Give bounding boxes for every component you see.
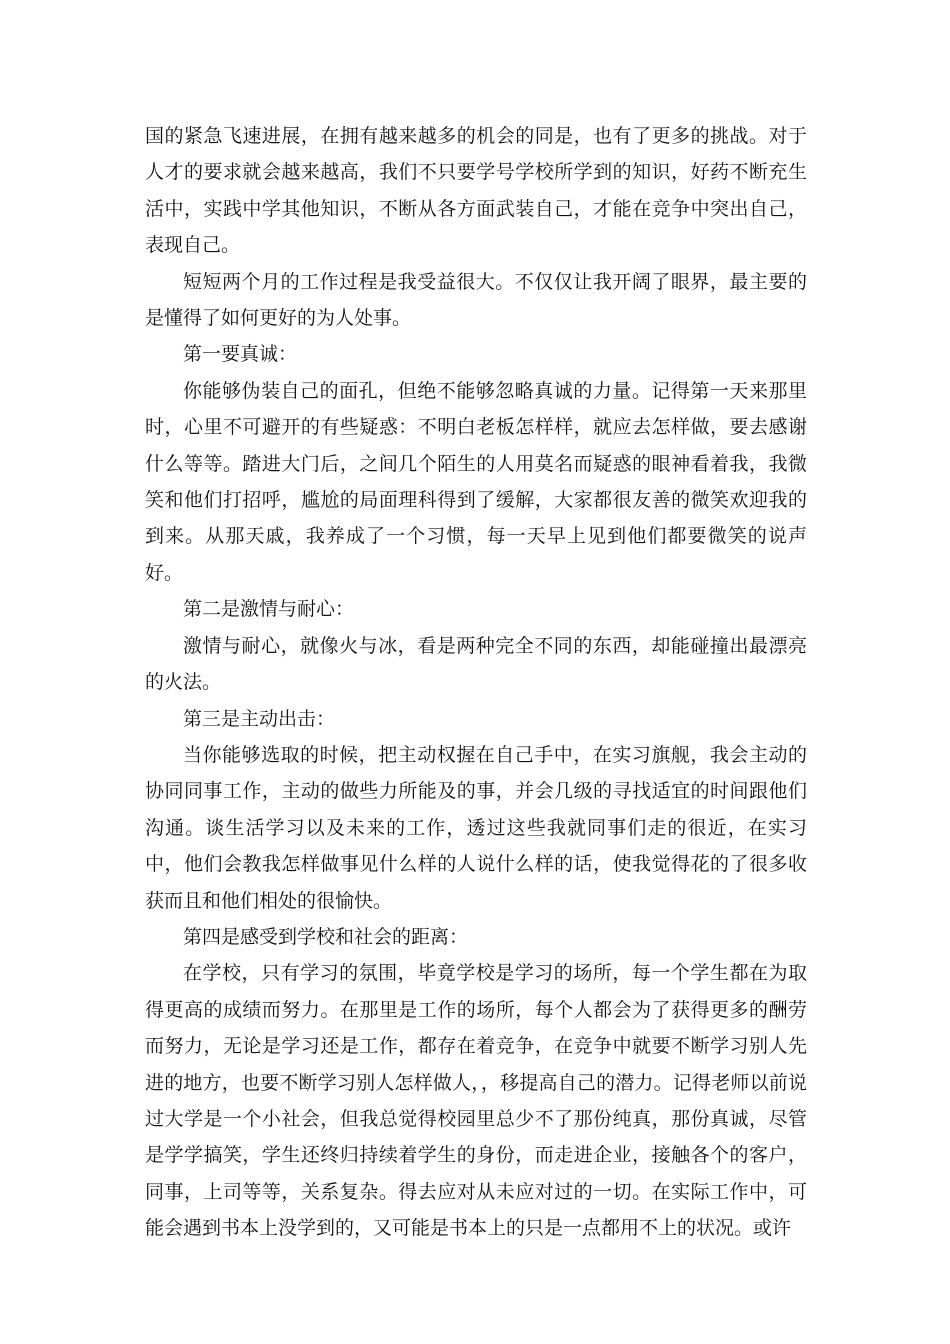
heading-school-society-gap: 第四是感受到学校和社会的距离：	[183, 925, 469, 948]
paragraph-sincerity: 你能够伪装自己的面孔，但绝不能够忽略真诚的力量。记得第一天来那里时，心里不可避开的有些疑惑：不明白老板怎样样，就应去怎样做，要去感谢什么等等。踏进大门后，之间几个陌生的人用莫名而疑惑的眼神看着我，我微笑和他们打招呼，尴尬的局面理科得到了缓解，大家都很友善的微笑欢迎我的到来。从那天戚，我养成了一个习惯，每一天早上见到他们都要微笑的说声好。	[145, 379, 807, 584]
paragraph-school-society-gap: 在学校，只有学习的氛围，毕竟学校是学习的场所，每一个学生都在为取得更高的成绩而努力。在那里是工作的场所，每个人都会为了获得更多的酬劳而努力，无论是学习还是工作，都存在着竞争，在竞争中就要不断学习别人先进的地方，也要不断学习别人怎样做人，，移提高自己的潜力。记得老师以前说过大学是一个小社会，但我总觉得校园里总少不了那份纯真，那份真诚，尽管是学学搞笑，学生还终归持续着学生的身份，而走进企业，接触各个的客户，同事，上司等等，关系复杂。得去应对从未应对过的一切。在实际工作中，可能会遇到书本上没学到的，又可能是书本上的只是一点都用不上的状况。或许	[145, 962, 807, 1240]
paragraph-initiative: 当你能够选取的时候，把主动权握在自己手中，在实习旗舰，我会主动的协同同事工作，主动的做些力所能及的事，并会几级的寻找适宜的时间跟他们沟通。谈生活学习以及未来的工作，透过这些我就同事们走的很近，在实习中，他们会教我怎样做事见什么样的人说什么样的话，使我觉得花的了很多收获而且和他们相处的很愉快。	[145, 743, 807, 912]
paragraph-continuation: 国的紧急飞速进展，在拥有越来越多的机会的同是，也有了更多的挑战。对于人才的要求就会越来越高，我们不只要学号学校所学到的知识，好药不断充生活中，实践中学其他知识，不断从各方面武装自己，才能在竞争中突出自己，表现自己。	[145, 125, 807, 257]
paragraph-passion-patience: 激情与耐心，就像火与冰，看是两种完全不同的东西，却能碰撞出最漂亮的火法。	[145, 634, 807, 694]
paragraph-intro: 短短两个月的工作过程是我受益很大。不仅仅让我开阔了眼界，最主要的是懂得了如何更好的为人处事。	[145, 270, 807, 330]
heading-initiative: 第三是主动出击：	[183, 707, 336, 730]
heading-sincerity: 第一要真诚：	[183, 343, 298, 366]
heading-passion-patience: 第二是激情与耐心：	[183, 598, 355, 621]
document-page	[145, 118, 807, 1247]
